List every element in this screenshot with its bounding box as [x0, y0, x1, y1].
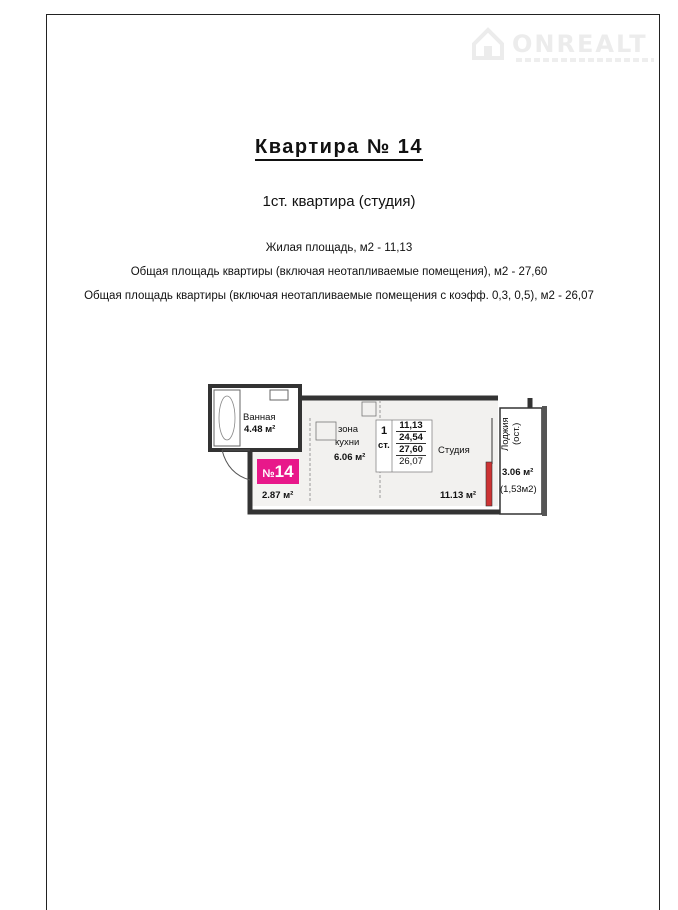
loggia-door	[486, 462, 492, 506]
summary-coeff: 26,07	[396, 455, 426, 467]
page-title	[0, 136, 678, 159]
badge-number: 14	[274, 462, 294, 481]
studio-name: Студия	[438, 445, 470, 456]
hall-area: 2.87 м²	[262, 490, 294, 501]
kitchen-label-2: кухни	[335, 437, 360, 448]
page-title-text: Квартира № 14	[255, 136, 423, 161]
area-summary-values	[396, 420, 426, 467]
watermark-subline	[516, 58, 654, 62]
watermark-text: ONREALT	[512, 30, 648, 58]
apartment-number-badge	[257, 459, 299, 484]
kitchen-area: 6.06 м²	[334, 452, 366, 463]
loggia-reduced-area: (1,53м2)	[500, 484, 537, 495]
badge-prefix: №	[262, 468, 275, 480]
kitchen-label-1: зона	[338, 424, 359, 435]
total-area-coeff-line: Общая площадь квартиры (включая неотапливаемые помещения с коэфф. 0,3, 0,5), м2 - 26,07	[84, 290, 594, 302]
watermark-logo	[468, 24, 658, 68]
summary-living: 11,13	[399, 420, 423, 431]
loggia-name: Лоджия (ост.)	[500, 417, 522, 451]
summary-total: 27,60	[396, 443, 426, 455]
house-icon	[468, 24, 508, 64]
rooms-type: ст.	[378, 440, 390, 451]
loggia-area: 3.06 м²	[502, 467, 534, 478]
bathroom-area: 4.48 м²	[244, 424, 276, 435]
floor-plan	[200, 378, 550, 518]
page-subtitle: 1ст. квартира (студия)	[262, 193, 416, 210]
summary-heated: 24,54	[396, 431, 426, 443]
rooms-count: 1	[381, 425, 388, 437]
living-area-line: Жилая площадь, м2 - 11,13	[265, 242, 413, 254]
bathroom-name: Ванная	[243, 412, 276, 423]
total-area-line: Общая площадь квартиры (включая неотапливаемые помещения), м2 - 27,60	[130, 266, 548, 278]
entrance-door	[222, 450, 250, 480]
studio-area: 11.13 м²	[440, 490, 477, 501]
